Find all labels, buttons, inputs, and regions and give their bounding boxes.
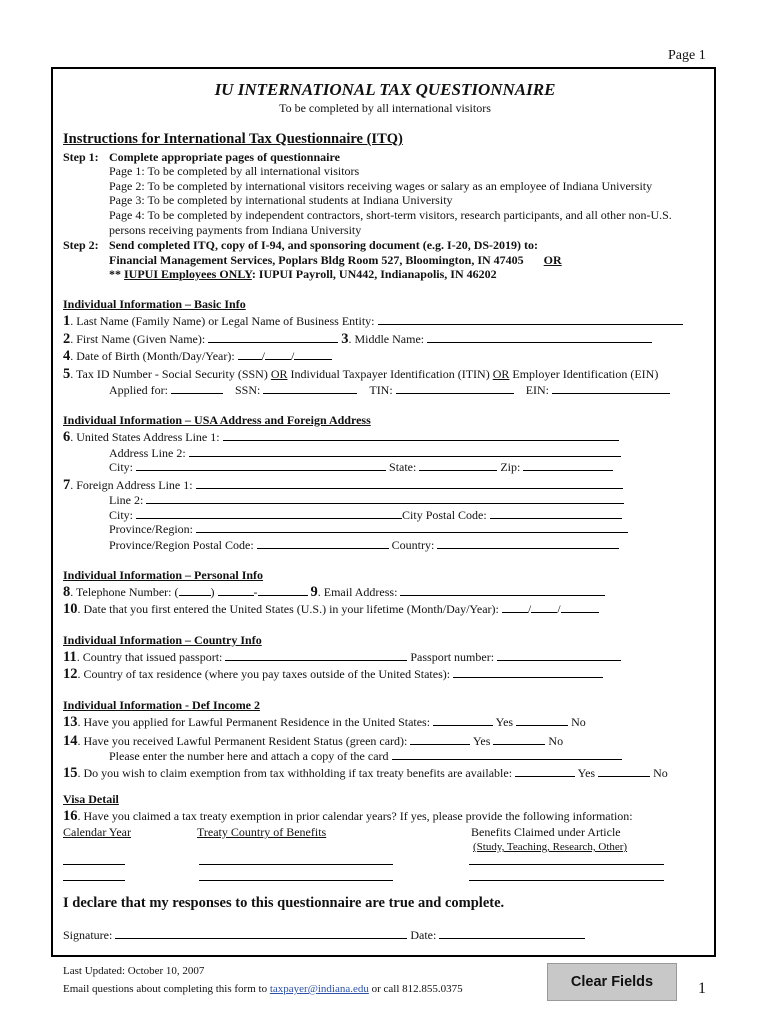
city-postal-field[interactable] [490,508,622,519]
q16-number: 16 [63,808,78,824]
signature-date-field[interactable] [439,928,585,939]
q10-row: 10. Date that you first entered the United States (U.S.) in your lifetime (Month/Day/Year): / / [63,601,599,618]
last-name-field[interactable] [378,314,683,325]
q13-label: . Have you applied for Lawful Permanent Residence in the United States: [77,715,431,729]
tin-field[interactable] [396,383,514,394]
q13-no-field[interactable] [516,715,568,726]
q15-number: 15 [63,765,78,781]
q8-number: 8 [63,584,71,600]
dob-month-field[interactable] [238,349,262,360]
entry-month-field[interactable] [502,602,528,613]
date-label: Date: [410,928,437,942]
q15-label: . Do you wish to claim exemption from tax withholding if tax treaty benefits are available: [77,766,513,780]
q13-yes-label: Yes [495,715,514,729]
step2-or: OR [543,253,562,267]
q6-row [63,429,619,446]
col-calendar-year: Calendar Year [63,825,131,839]
col-benefits: Benefits Claimed under Article [471,825,621,839]
first-name-field[interactable] [208,332,338,343]
q5-row [63,366,658,383]
address-heading: Individual Information – USA Address and Foreign Address [63,413,371,427]
step2-iupui-rest: : IUPUI Payroll, UN442, Indianapolis, IN 46202 [251,267,497,281]
q5-label-a: . Tax ID Number - Social Security (SSN) [70,367,271,381]
q10-number: 10 [63,601,78,617]
q15-yes-field[interactable] [515,766,575,777]
phone-line-field[interactable] [258,585,308,596]
us-address-line1-field[interactable] [223,430,619,441]
col-treaty-country: Treaty Country of Benefits [197,825,327,839]
q1-number: 1 [63,313,71,329]
form-title: IU INTERNATIONAL TAX QUESTIONNAIRE [214,80,556,99]
declaration: I declare that my responses to this questionnaire are true and complete. [63,895,505,911]
tax-residence-field[interactable] [453,667,603,678]
applied-for-label: Applied for: [109,383,168,397]
treaty-country-field-1[interactable] [199,864,393,865]
q8-paren: ) [210,585,215,599]
q14-sub-row [109,749,622,764]
province-field[interactable] [196,522,628,533]
clear-fields-button[interactable]: Clear Fields [547,963,677,1001]
q5-or-1: OR [270,367,288,381]
applied-for-field[interactable] [171,383,223,394]
q9-label: . Email Address: [317,585,398,599]
us-state-label: State: [389,460,417,474]
tax-id-row [109,383,670,398]
province-postal-row [109,538,619,553]
treaty-benefits-field-1[interactable] [469,864,664,865]
basic-heading: Individual Information – Basic Info [63,297,246,311]
passport-country-field[interactable] [225,650,407,661]
q8-label: . Telephone Number: ( [70,585,179,599]
province-postal-label: Province/Region Postal Code: [109,538,254,552]
q5-or-2: OR [492,367,510,381]
us-address-line2-field[interactable] [189,446,621,457]
us-city-row [109,460,613,475]
step1-line: Page 2: To be completed by international visitors receiving wages or salary as an employee of Indiana University [109,179,653,193]
passport-number-label: Passport number: [410,650,495,664]
q14-number: 14 [63,733,78,749]
q2-number: 2 [63,331,71,347]
q2-row [63,331,652,348]
q15-yes-label: Yes [577,766,596,780]
email-link[interactable]: taxpayer@indiana.edu [269,983,369,995]
city-postal-label: City Postal Code: [402,508,487,522]
country-field[interactable] [437,538,619,549]
q14-sub-label: Please enter the number here and attach a copy of the card [109,749,389,763]
entry-day-field[interactable] [531,602,557,613]
step1-label: Step 1: [63,150,99,164]
q14-no-label: No [548,734,564,748]
q16-label: . Have you claimed a tax treaty exemption in prior calendar years? If yes, please provide the following information: [77,809,633,823]
ssn-field[interactable] [263,383,357,394]
foreign-city-field[interactable] [136,508,402,519]
q12-label: . Country of tax residence (where you pay taxes outside of the United States): [77,667,451,681]
email-field[interactable] [400,585,605,596]
q1-label: . Last Name (Family Name) or Legal Name of Business Entity: [70,314,375,328]
q4-label: . Date of Birth (Month/Day/Year): [70,349,235,363]
q7-row [63,477,623,494]
q5-number: 5 [63,366,71,382]
col-benefits-sub: (Study, Teaching, Research, Other) [473,841,628,853]
step2-iupui-label: IUPUI Employees ONLY [124,267,252,281]
q16-row [63,808,633,825]
treaty-year-field-2[interactable] [63,880,125,881]
q4-row: 4. Date of Birth (Month/Day/Year): / / [63,348,332,365]
province-label: Province/Region: [109,522,193,536]
q11-number: 11 [63,649,77,665]
us-city-label: City: [109,460,134,474]
q13-row [63,714,586,731]
q15-no-field[interactable] [598,766,650,777]
step1-text: Complete appropriate pages of questionnaire [109,150,340,164]
footer-email-suffix: or call 812.855.0375 [368,983,463,995]
instructions-heading: Instructions for International Tax Questionnaire (ITQ) [63,131,403,147]
q13-no-label: No [571,715,586,729]
step1-line: Page 1: To be completed by all international visitors [109,164,360,178]
country-heading: Individual Information – Country Info [63,633,262,647]
q11-row [63,649,621,666]
step2-label: Step 2: [63,238,99,252]
q14-yes-field[interactable] [410,734,470,745]
treaty-year-field-1[interactable] [63,864,125,865]
page-number: 1 [698,980,706,997]
ein-field[interactable] [552,383,670,394]
q14-no-field[interactable] [493,734,545,745]
q7-number: 7 [63,477,71,493]
treaty-benefits-field-2[interactable] [469,880,664,881]
step1-line: persons receiving payments from Indiana University [109,223,362,237]
foreign-city-row [109,508,622,523]
q14-row [63,733,563,750]
dob-year-field[interactable] [294,349,332,360]
q5-label-b: Individual Taxpayer Identification (ITIN) [287,367,493,381]
phone-prefix-field[interactable] [218,585,254,596]
us-zip-field[interactable] [523,460,613,471]
q13-yes-field[interactable] [433,715,493,726]
us-line2-label: Address Line 2: [109,446,186,460]
q14-label: . Have you received Lawful Permanent Resident Status (green card): [77,734,408,748]
foreign-line2-row [109,493,624,508]
q13-number: 13 [63,714,78,730]
q3-label: . Middle Name: [348,332,425,346]
q15-row [63,765,668,782]
q15-no-label: No [653,766,668,780]
step1-line: Page 3: To be completed by international students at Indiana University [109,193,453,207]
us-zip-label: Zip: [500,460,521,474]
passport-number-field[interactable] [497,650,621,661]
q12-row [63,666,603,683]
q1-row [63,313,683,330]
green-card-number-field[interactable] [392,749,622,760]
last-updated: Last Updated: October 10, 2007 [63,965,205,977]
q12-number: 12 [63,666,78,682]
us-line2-row [109,446,621,461]
step2-iupui [109,267,497,282]
q3-number: 3 [341,331,349,347]
q5-label-c: Employer Identification (EIN) [509,367,659,381]
signature-row [63,928,585,943]
q6-number: 6 [63,429,71,445]
foreign-city-label: City: [109,508,134,522]
form-subtitle: To be completed by all international visitors [279,101,491,115]
foreign-address-line1-field[interactable] [196,478,623,489]
page-label: Page 1 [668,48,706,63]
personal-heading: Individual Information – Personal Info [63,568,264,582]
entry-year-field[interactable] [561,602,599,613]
tin-label: TIN: [369,383,393,397]
step2-text: Send completed ITQ, copy of I-94, and sponsoring document (e.g. I-20, DS-2019) to: [109,238,539,252]
q6-label: . United States Address Line 1: [70,430,220,444]
q4-number: 4 [63,348,71,364]
q2-label: . First Name (Given Name): [70,332,206,346]
q14-yes-label: Yes [472,734,491,748]
signature-field[interactable] [115,928,407,939]
footer-contact [63,983,463,995]
signature-label: Signature: [63,928,113,942]
q11-label: . Country that issued passport: [76,650,223,664]
foreign-line2-label: Line 2: [109,493,144,507]
q8-row [63,584,605,601]
step1-line: Page 4: To be completed by independent contractors, short-term visitors, research participants, and all other non-U.S. [109,208,672,222]
phone-area-field[interactable] [179,585,211,596]
province-postal-field[interactable] [257,538,389,549]
dob-day-field[interactable] [265,349,291,360]
ein-label: EIN: [525,383,550,397]
def-income-heading: Individual Information - Def Income 2 [63,698,261,712]
q8-dash: - [253,585,258,599]
step2-address-text: Financial Management Services, Poplars Bldg Room 527, Bloomington, IN 47405 [109,253,524,267]
country-label: Country: [391,538,435,552]
footer-email-prefix: Email questions about completing this form to [63,983,270,995]
us-state-field[interactable] [419,460,497,471]
step2-iupui-prefix: ** [109,267,124,281]
us-city-field[interactable] [136,460,386,471]
treaty-country-field-2[interactable] [199,880,393,881]
q9-number: 9 [310,584,318,600]
foreign-address-line2-field[interactable] [146,493,624,504]
q7-label: . Foreign Address Line 1: [70,478,193,492]
q10-label: . Date that you first entered the United States (U.S.) in your lifetime (Month/Day/Year): [77,602,499,616]
province-row [109,522,628,537]
middle-name-field[interactable] [427,332,652,343]
visa-heading: Visa Detail [63,792,119,806]
ssn-label: SSN: [235,383,261,397]
step2-address [109,253,562,268]
